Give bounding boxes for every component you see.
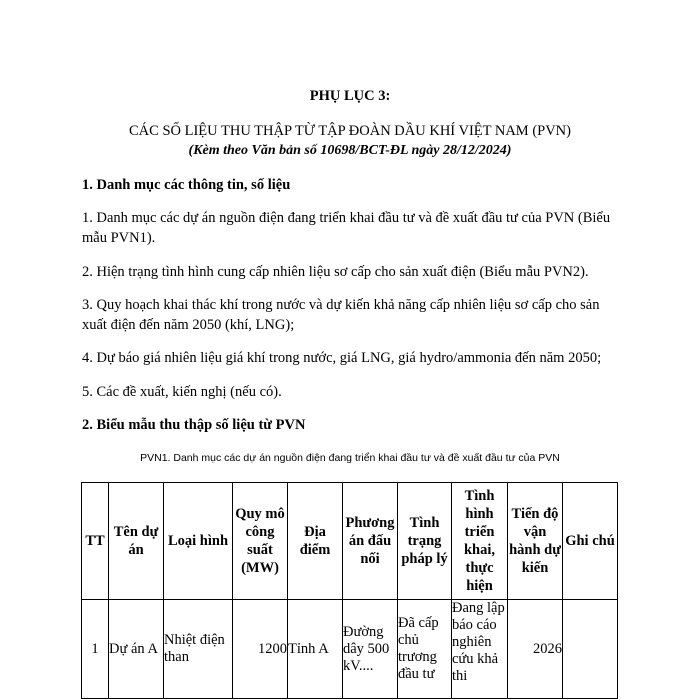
column-header-connection-plan: Phương án đấu nối [343,483,398,600]
column-header-type: Loại hình [164,483,233,600]
column-header-project-name: Tên dự án [109,483,164,600]
cell-project-name: Dự án A [109,600,164,699]
cell-connection-plan: Đường dây 500 kV.... [343,600,398,699]
cell-legal-status: Đã cấp chủ trương đầu tư [398,600,452,699]
section1-item-2: 2. Hiện trạng tình hình cung cấp nhiên liệu sơ cấp cho sản xuất điện (Biểu mẫu PVN2). [82,264,589,280]
section2-heading: 2. Biểu mẫu thu thập số liệu từ PVN [82,417,306,433]
cell-implementation-status: Đang lập báo cáo nghiên cứu khả thi [452,600,508,699]
section1-item-4: 4. Dự báo giá nhiên liệu giá khí trong nước, giá LNG, giá hydro/ammonia đến năm 2050; [82,350,602,366]
section1-item-5: 5. Các đề xuất, kiến nghị (nếu có). [82,384,282,400]
section1-heading: 1. Danh mục các thông tin, số liệu [82,177,291,193]
column-header-notes: Ghi chú [563,483,618,600]
section1-item-3: 3. Quy hoạch khai thác khí trong nước và dự kiến khả năng cấp nhiên liệu sơ cấp cho sản xuất điện đến năm 2050 (khí, LNG); [82,297,600,333]
document-title: CÁC SỐ LIỆU THU THẬP TỪ TẬP ĐOÀN DẦU KHÍ VIỆT NAM (PVN) [129,123,571,139]
cell-location: Tỉnh A [288,600,343,699]
column-header-legal-status: Tình trạng pháp lý [398,483,452,600]
cell-type: Nhiệt điện than [164,600,233,699]
cell-tt: 1 [82,600,109,699]
pvn1-table [81,482,618,699]
column-header-expected-operation: Tiến độ vận hành dự kiến [508,483,563,600]
annex-title: PHỤ LỤC 3: [309,88,391,104]
column-header-capacity: Quy mô công suất (MW) [233,483,288,600]
cell-capacity: 1200 [233,600,288,699]
column-header-implementation-status: Tình hình triển khai, thực hiện [452,483,508,600]
table-header-row [82,483,618,600]
cell-expected-operation: 2026 [508,600,563,699]
column-header-location: Địa điểm [288,483,343,600]
column-header-tt: TT [82,483,109,600]
cell-notes [563,600,618,699]
section1-item-1: 1. Danh mục các dự án nguồn điện đang triển khai đầu tư và đề xuất đầu tư của PVN (Biểu mẫu PVN1). [82,210,611,246]
document-subtitle: (Kèm theo Văn bản số 10698/BCT-ĐL ngày 28/12/2024) [188,143,512,158]
table-row [82,600,618,699]
table-caption: PVN1. Danh mục các dự án nguồn điện đang triển khai đầu tư và đề xuất đầu tư của PVN [140,452,560,464]
